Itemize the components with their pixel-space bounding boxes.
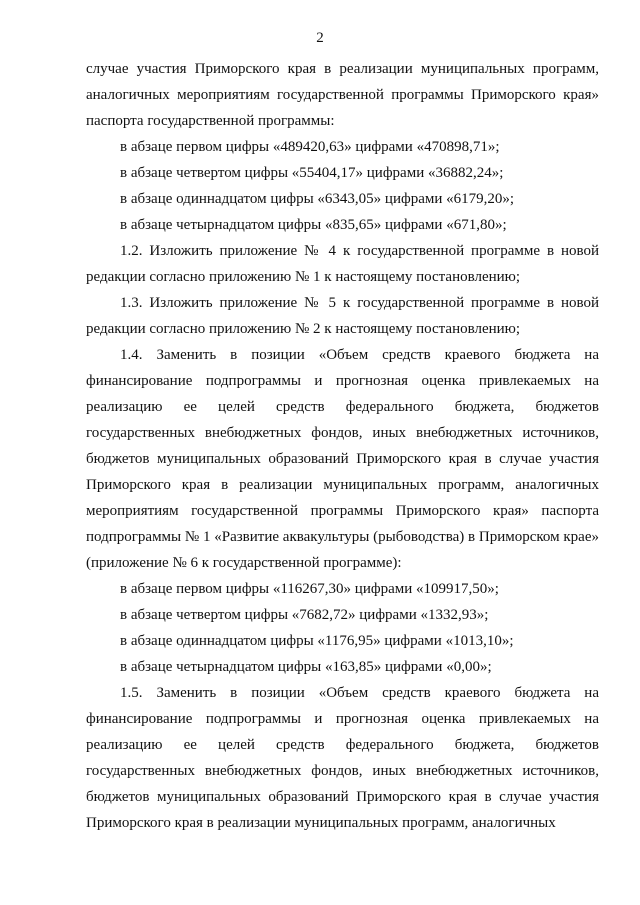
amendment-item: в абзаце одиннадцатом цифры «1176,95» цифрами «1013,10»; [120,633,514,649]
amendment-item: в абзаце одиннадцатом цифры «6343,05» цифрами «6179,20»; [120,191,515,207]
clause-1-3: 1.3. Изложить приложение № 5 к государственной программе в новой редакции согласно приложению № 2 к настоящему постановлению; [86,295,599,337]
document-body [86,56,599,836]
clause-1-4: 1.4. Заменить в позиции «Объем средств краевого бюджета на финансирование подпрограммы и прогнозная оценка привлекаемых на реализацию ее целей средств федерального бюджета, бюджетов государственных внебюджетных фондов, иных внебюджетных источников, бюджетов муниципальных образований Приморского края в случае участия Приморского края в реализации муниципальных программ, аналогичных мероприятиям государственной программы Приморского края» паспорта подпрограммы № 1 «Развитие аквакультуры (рыбоводства) в Приморском крае» (приложение № 6 к государственной программе): [86,347,599,571]
amendment-item: в абзаце первом цифры «489420,63» цифрами «470898,71»; [120,139,500,155]
page-number: 2 [316,30,324,46]
amendment-item: в абзаце первом цифры «116267,30» цифрами «109917,50»; [120,581,499,597]
clause-1-2: 1.2. Изложить приложение № 4 к государственной программе в новой редакции согласно приложению № 1 к настоящему постановлению; [86,243,599,285]
paragraph-continuation: случае участия Приморского края в реализации муниципальных программ, аналогичных мероприятиям государственной программы Приморского края» паспорта государственной программы: [86,61,599,129]
amendment-item: в абзаце четырнадцатом цифры «163,85» цифрами «0,00»; [120,659,492,675]
clause-1-5: 1.5. Заменить в позиции «Объем средств краевого бюджета на финансирование подпрограммы и прогнозная оценка привлекаемых на реализацию ее целей средств федерального бюджета, бюджетов государственных внебюджетных фондов, иных внебюджетных источников, бюджетов муниципальных образований Приморского края в случае участия Приморского края в реализации муниципальных программ, аналогичных [86,685,599,831]
amendment-item: в абзаце четвертом цифры «7682,72» цифрами «1332,93»; [120,607,489,623]
amendment-item: в абзаце четвертом цифры «55404,17» цифрами «36882,24»; [120,165,504,181]
amendment-item: в абзаце четырнадцатом цифры «835,65» цифрами «671,80»; [120,217,507,233]
